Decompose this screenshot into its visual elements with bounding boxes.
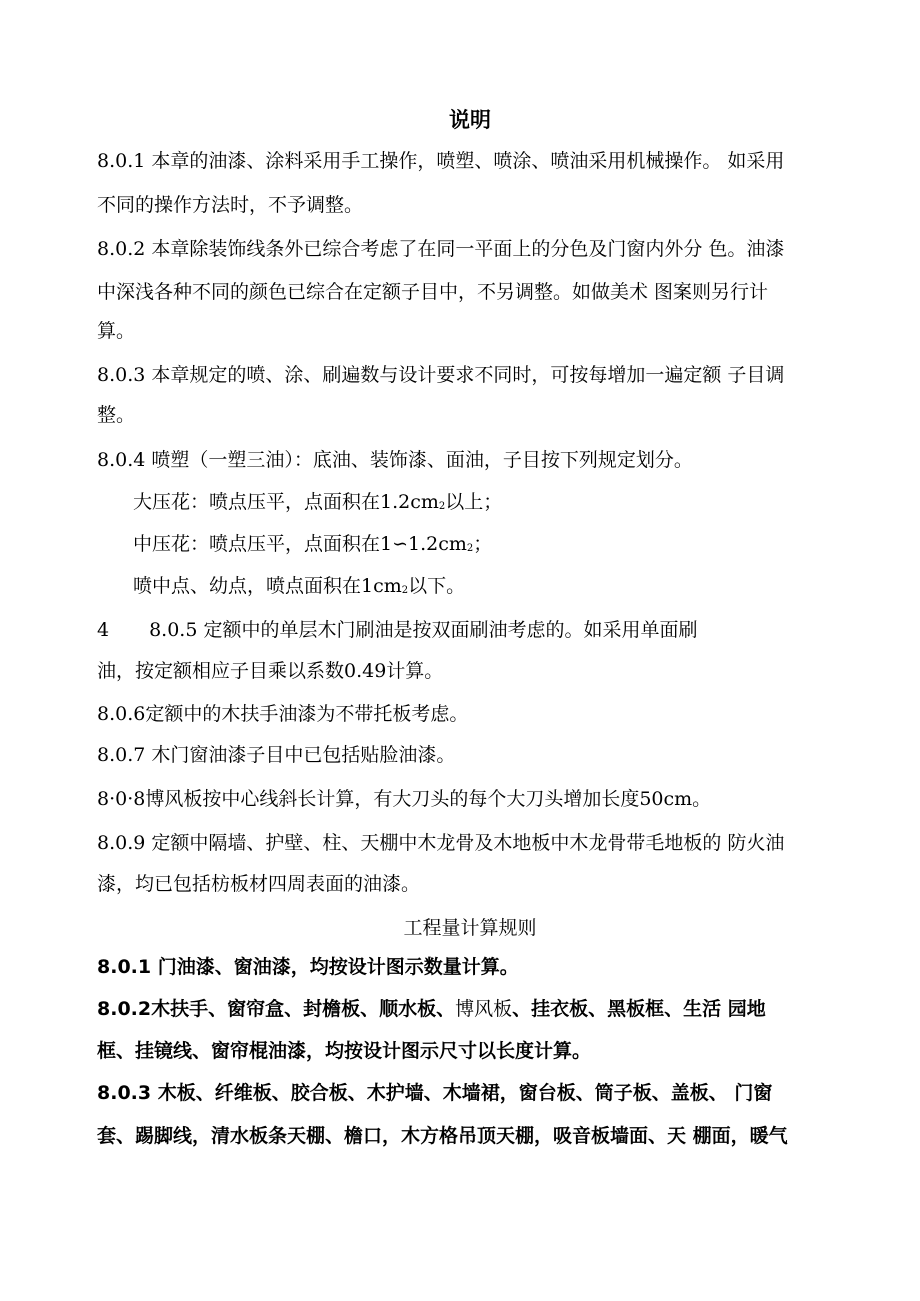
unit-exponent: 2 (438, 501, 446, 512)
rule-802-part-c: 、挂衣板、黑板框、生活 园地 (512, 998, 766, 1020)
rule-803-line-2: 套、踢脚线，清水板条天棚、檐口，木方格吊顶天棚，吸音板墙面、天 棚面，暖气 (97, 1125, 788, 1147)
rules-title: 工程量计算规则 (403, 917, 537, 939)
spray-item-tail: 以上； (445, 491, 503, 513)
rule-801: 8.0.1 门油漆、窗油漆，均按设计图示数量计算。 (97, 956, 519, 978)
spray-item-tail: ； (473, 533, 493, 555)
spray-item-medium (133, 532, 492, 561)
rule-802-line-1 (97, 997, 766, 1021)
note-805-line-1 (97, 618, 697, 642)
rule-802-part-a: 8.0.2木扶手、窗帘盒、封檐板、顺水板、 (97, 998, 456, 1020)
note-807: 8.0.7 木门窗油漆子目中已包括贴脸油漆。 (97, 744, 456, 766)
note-808: 8·0·8博风板按中心线斜长计算，有大刀头的每个大刀头增加长度50cm。 (97, 788, 712, 810)
section-title: 说明 (449, 108, 491, 132)
unit-exponent: 2 (401, 585, 409, 596)
spray-item-large (133, 490, 502, 519)
rule-802-part-b: 博风板 (455, 998, 513, 1020)
stray-number: 4 (97, 619, 110, 641)
note-804-line-1: 8.0.4 喷塑（一塑三油）：底油、装饰漆、面油，子目按下列规定划分。 (97, 449, 693, 471)
rule-802-line-2: 框、挂镜线、窗帘棍油漆，均按设计图示尺寸以长度计算。 (97, 1040, 592, 1062)
spray-item-text: 喷中点、幼点，喷点面积在1cm (133, 575, 402, 597)
note-803-line-1: 8.0.3 本章规定的喷、涂、刷遍数与设计要求不同时，可按每增加一遍定额 子目调 (97, 364, 785, 386)
note-805-line-2: 油，按定额相应子目乘以系数0.49计算。 (97, 660, 444, 682)
note-809-line-2: 漆，均已包括枋板材四周表面的油漆。 (97, 873, 421, 895)
spray-item-tail: 以下。 (408, 575, 466, 597)
note-809-line-1: 8.0.9 定额中隔墙、护壁、柱、天棚中木龙骨及木地板中木龙骨带毛地板的 防火油 (97, 832, 785, 854)
note-802-line-1: 8.0.2 本章除装饰线条外已综合考虑了在同一平面上的分色及门窗内外分 色。油漆 (97, 238, 785, 260)
unit-exponent: 2 (466, 543, 474, 554)
note-806: 8.0.6定额中的木扶手油漆为不带托板考虑。 (97, 703, 469, 725)
note-803-line-2: 整。 (97, 404, 136, 426)
note-802-line-3: 算。 (97, 320, 136, 342)
rule-803-line-1: 8.0.3 木板、纤维板、胶合板、木护墙、木墙裙，窗台板、筒子板、盖板、 门窗 (97, 1082, 773, 1104)
spray-item-text: 中压花：喷点压平，点面积在1∽1.2cm (133, 533, 467, 555)
note-801-line-2: 不同的操作方法时，不予调整。 (97, 194, 364, 216)
note-805-text: 8.0.5 定额中的单层木门刷油是按双面刷油考虑的。如采用单面刷 (149, 619, 698, 641)
note-802-line-2: 中深浅各种不同的颜色已综合在定额子目中，不另调整。如做美术 图案则另行计 (97, 281, 769, 303)
note-801-line-1: 8.0.1 本章的油漆、涂料采用手工操作，喷塑、喷涂、喷油采用机械操作。 如采用 (97, 150, 785, 172)
spray-item-text: 大压花：喷点压平，点面积在1.2cm (133, 491, 439, 513)
spray-item-small (133, 574, 465, 603)
